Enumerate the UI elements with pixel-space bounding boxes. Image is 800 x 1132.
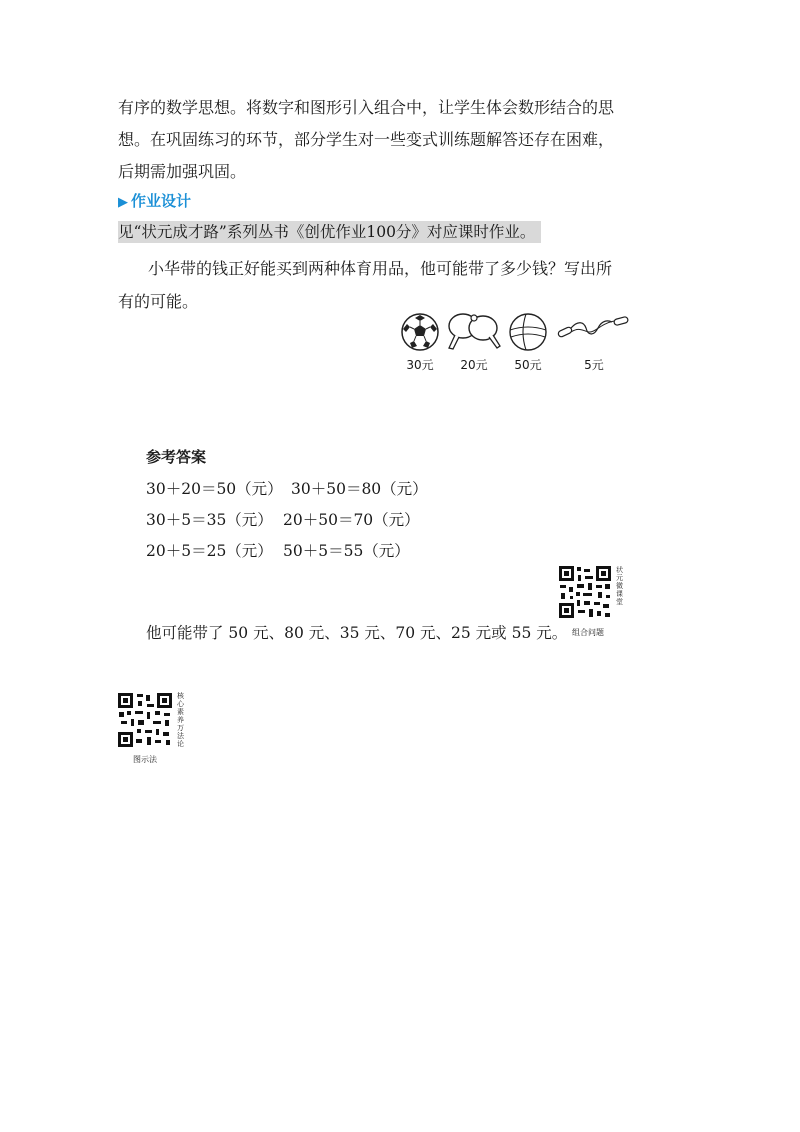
qr-side-label: 核心素养万法论 [177, 692, 184, 748]
answer-row-2 [146, 508, 420, 530]
qr-caption: 图示法 [133, 755, 157, 764]
answer-cell: 20＋50＝70（元） [283, 511, 420, 529]
qr-code-diagram-method[interactable] [117, 692, 173, 748]
answer-row-1 [146, 477, 428, 499]
sports-items [395, 312, 635, 372]
answer-cell: 50＋5＝55（元） [283, 542, 410, 560]
price-volleyball: 50元 [514, 358, 542, 372]
item-jump-rope [553, 312, 635, 373]
triangle-bullet-icon: ▶ [118, 195, 128, 210]
ping-pong-paddles-icon [445, 312, 503, 352]
qr-side-label: 状元微课堂 [616, 566, 623, 606]
answer-conclusion: 他可能带了 50 元、80 元、35 元、70 元、25 元或 55 元。 [146, 624, 568, 642]
answer-row-3 [146, 539, 410, 561]
question-line-2: 有的可能。 [118, 292, 199, 311]
question-line-1: 小华带的钱正好能买到两种体育用品，他可能带了多少钱？写出所 [148, 259, 613, 278]
qr-code-combination[interactable] [558, 565, 612, 619]
soccer-ball-icon [398, 312, 442, 352]
qr-code-icon [117, 692, 173, 748]
homework-heading-text: 作业设计 [131, 192, 192, 210]
intro-line-2: 想。在巩固练习的环节，部分学生对一些变式训练题解答还存在困难， [118, 130, 615, 149]
price-soccer-ball: 30元 [406, 358, 434, 372]
item-ping-pong-paddles [445, 312, 503, 373]
homework-note: 见“状元成才路”系列丛书《创优作业100分》对应课时作业。 [118, 221, 541, 243]
answer-cell: 30＋5＝35（元） [146, 511, 273, 529]
jump-rope-icon [554, 312, 634, 352]
answer-title: 参考答案 [146, 448, 207, 466]
homework-heading [118, 190, 191, 211]
volleyball-icon [506, 312, 550, 352]
intro-paragraph [118, 92, 648, 188]
answer-cell: 30＋20＝50（元） [146, 480, 283, 498]
qr-caption: 组合问题 [572, 628, 604, 637]
qr-code-icon [558, 565, 612, 619]
item-soccer-ball [395, 312, 445, 373]
item-volleyball [503, 312, 553, 373]
price-ping-pong-paddles: 20元 [460, 358, 488, 372]
intro-line-1: 有序的数学思想。将数字和图形引入组合中，让学生体会数形结合的思 [118, 98, 615, 117]
price-jump-rope: 5元 [584, 358, 604, 372]
answer-cell: 20＋5＝25（元） [146, 542, 273, 560]
question [118, 252, 648, 318]
answer-cell: 30＋50＝80（元） [291, 480, 428, 498]
intro-line-3: 后期需加强巩固。 [118, 162, 247, 181]
